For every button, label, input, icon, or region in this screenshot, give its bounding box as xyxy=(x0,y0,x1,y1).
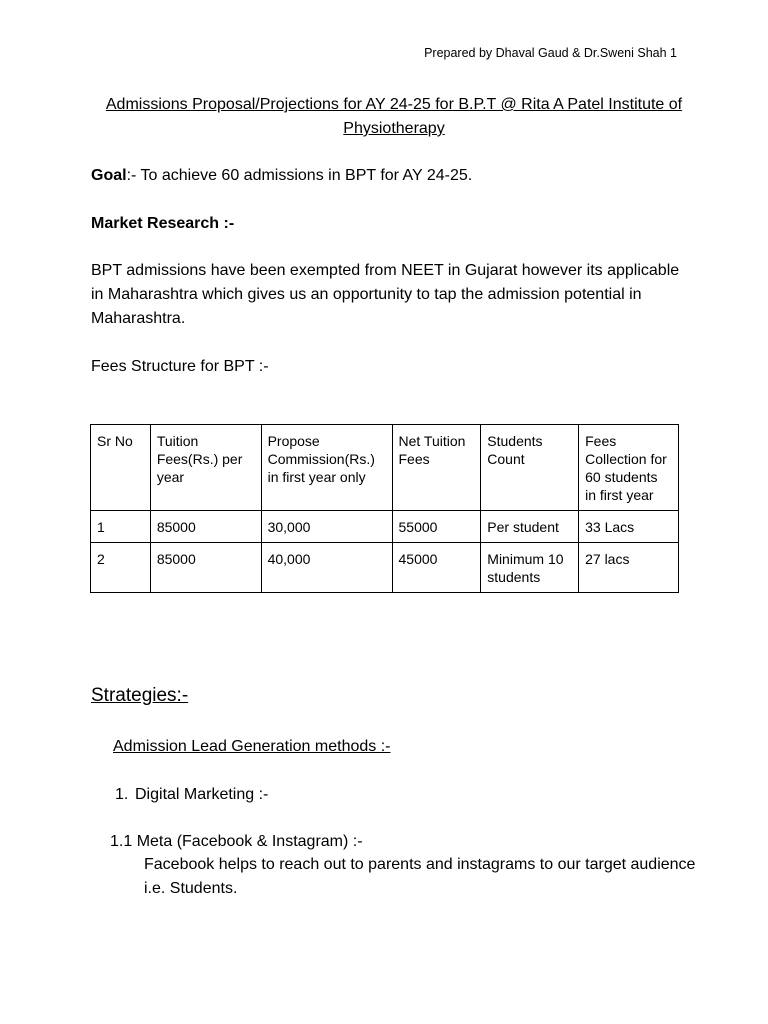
document-title: Admissions Proposal/Projections for AY 24-25 for B.P.T @ Rita A Patel Institute of Physiotherapy xyxy=(105,96,683,137)
column-header: Tuition Fees(Rs.) per year xyxy=(150,425,261,511)
column-header: Students Count xyxy=(481,425,579,511)
table-cell: Minimum 10 students xyxy=(481,543,579,593)
list-item-label: Digital Marketing :- xyxy=(135,786,269,803)
market-research-text: BPT admissions have been exempted from NEET in Gujarat however its applicable in Maharashtra which gives us an opportunity to tap the admission potential in Maharashtra. xyxy=(91,262,680,327)
column-header: Net Tuition Fees xyxy=(392,425,481,511)
goal-text: :- To achieve 60 admissions in BPT for AY 24-25. xyxy=(126,167,473,184)
market-research-heading: Market Research :- xyxy=(91,215,235,232)
list-item-number: 1. xyxy=(115,786,129,803)
table-cell: 45000 xyxy=(392,543,481,593)
fees-structure-heading: Fees Structure for BPT :- xyxy=(91,358,269,375)
table-cell: Per student xyxy=(481,511,579,543)
goal-paragraph xyxy=(91,164,472,188)
table-cell: 30,000 xyxy=(261,511,392,543)
table-cell: 27 lacs xyxy=(579,543,679,593)
lead-generation-subheading: Admission Lead Generation methods :- xyxy=(113,738,391,755)
table-cell: 2 xyxy=(91,543,151,593)
table-cell: 33 Lacs xyxy=(579,511,679,543)
column-header: Fees Collection for 60 students in first year xyxy=(579,425,679,511)
sub-item-description: Facebook helps to reach out to parents and instagrams to our target audience i.e. Students. xyxy=(144,856,696,897)
table-cell: 55000 xyxy=(392,511,481,543)
table-row xyxy=(91,543,679,593)
table-cell: 1 xyxy=(91,511,151,543)
table-header-row xyxy=(91,425,679,511)
sub-item-label: 1.1 Meta (Facebook & Instagram) :- xyxy=(110,833,363,850)
goal-label: Goal xyxy=(91,167,127,184)
column-header: Sr No xyxy=(91,425,151,511)
fees-structure-table xyxy=(90,424,679,593)
prepared-by-note: Prepared by Dhaval Gaud & Dr.Sweni Shah 1 xyxy=(424,46,677,60)
table-cell: 85000 xyxy=(150,543,261,593)
list-item xyxy=(115,783,268,807)
strategies-heading: Strategies:- xyxy=(91,685,189,706)
column-header: Propose Commission(Rs.) in first year only xyxy=(261,425,392,511)
table-cell: 40,000 xyxy=(261,543,392,593)
table-cell: 85000 xyxy=(150,511,261,543)
table-row xyxy=(91,511,679,543)
